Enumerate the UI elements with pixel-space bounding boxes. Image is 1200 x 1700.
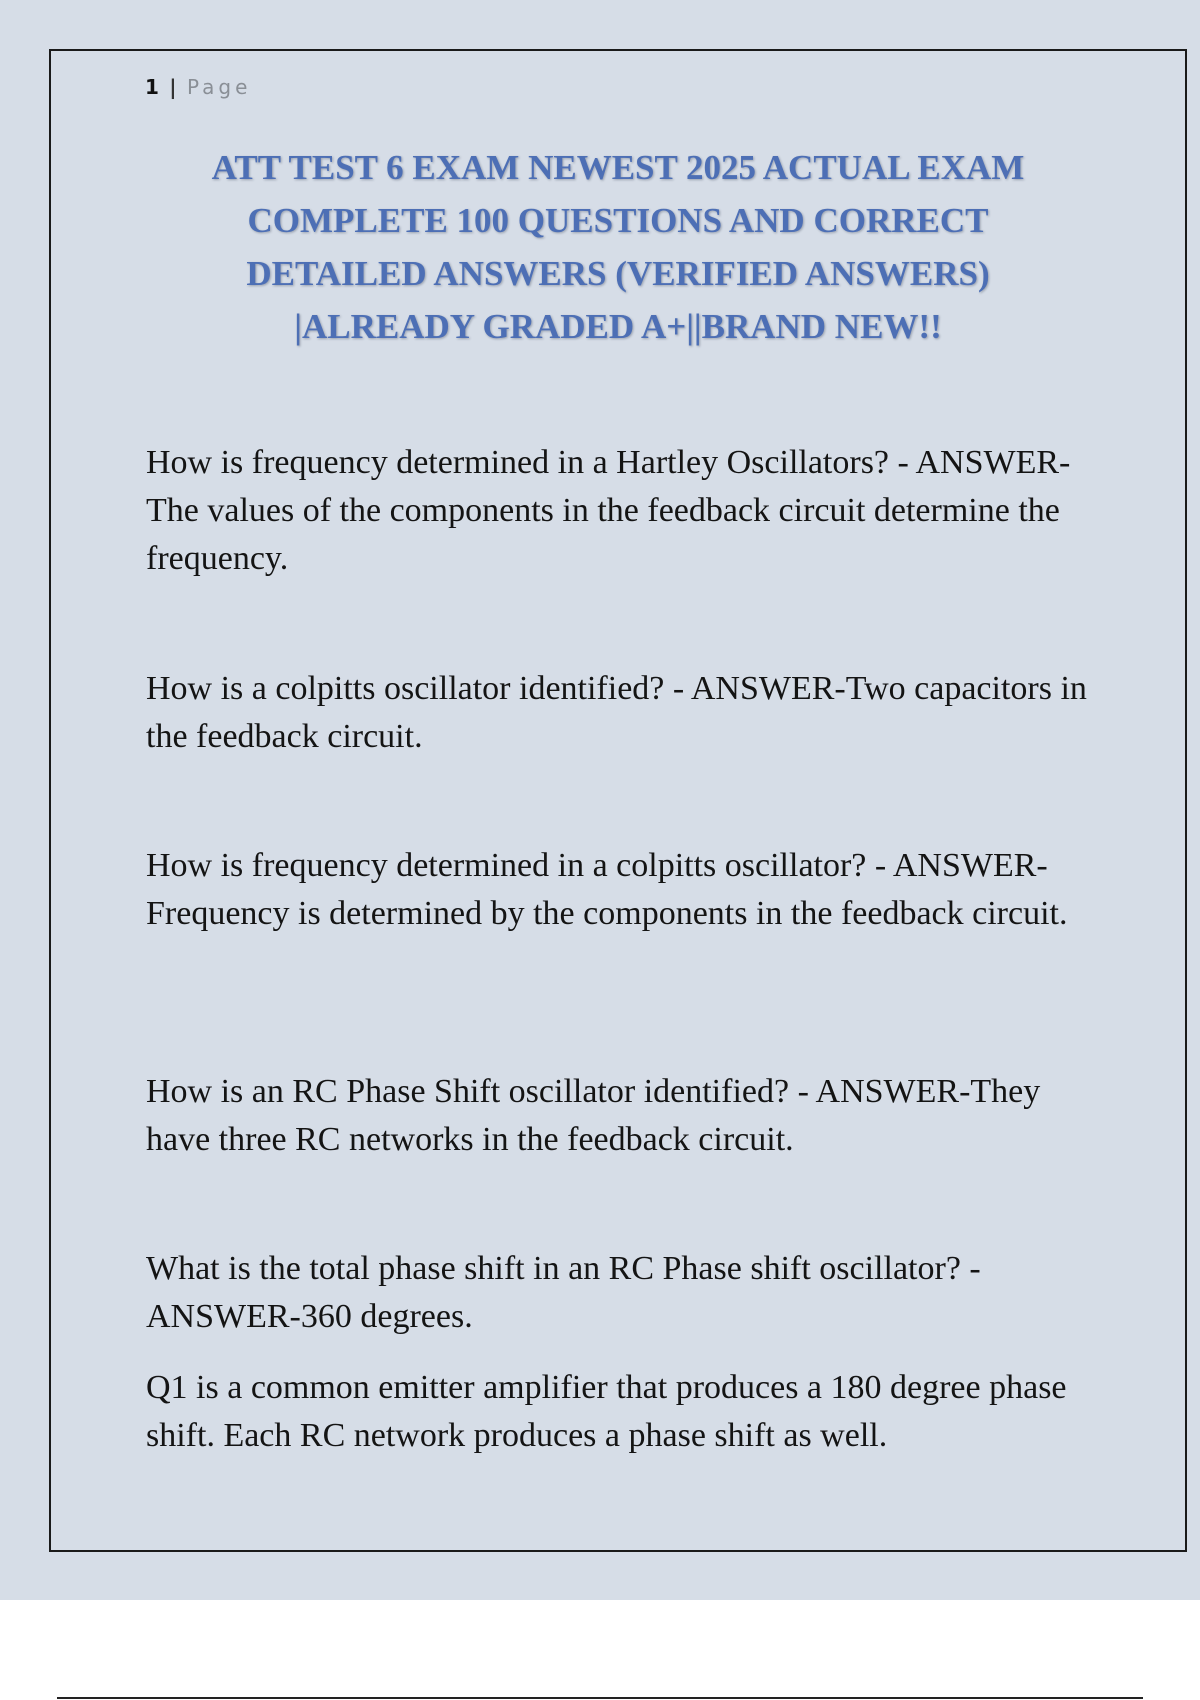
document-title xyxy=(145,141,1091,353)
qa-note: Q1 is a common emitter amplifier that produces a 180 degree phase shift. Each RC network produces a phase shift as well. xyxy=(146,1369,1067,1454)
title-line: DETAILED ANSWERS (VERIFIED ANSWERS) xyxy=(246,254,990,293)
qa-item: How is a colpitts oscillator identified? - ANSWER-Two capacitors in the feedback circuit. xyxy=(146,670,1087,755)
footer-rule xyxy=(57,1697,1143,1699)
qa-item: How is an RC Phase Shift oscillator identified? - ANSWER-They have three RC networks in the feedback circuit. xyxy=(146,1073,1041,1158)
page-header xyxy=(145,75,251,99)
qa-item: How is frequency determined in a Hartley Oscillators? - ANSWER-The values of the components in the feedback circuit determine the frequency. xyxy=(146,444,1071,577)
title-line: COMPLETE 100 QUESTIONS AND CORRECT xyxy=(247,201,989,240)
page-number: 1 xyxy=(145,75,159,99)
page-separator: | xyxy=(169,75,177,99)
page-label: Page xyxy=(186,75,252,99)
title-line: |ALREADY GRADED A+||BRAND NEW!! xyxy=(294,307,942,346)
title-line: ATT TEST 6 EXAM NEWEST 2025 ACTUAL EXAM xyxy=(211,148,1025,187)
qa-item: How is frequency determined in a colpitts oscillator? - ANSWER-Frequency is determined by the components in the feedback circuit. xyxy=(146,847,1068,932)
qa-item: What is the total phase shift in an RC Phase shift oscillator? - ANSWER-360 degrees. xyxy=(146,1250,981,1335)
